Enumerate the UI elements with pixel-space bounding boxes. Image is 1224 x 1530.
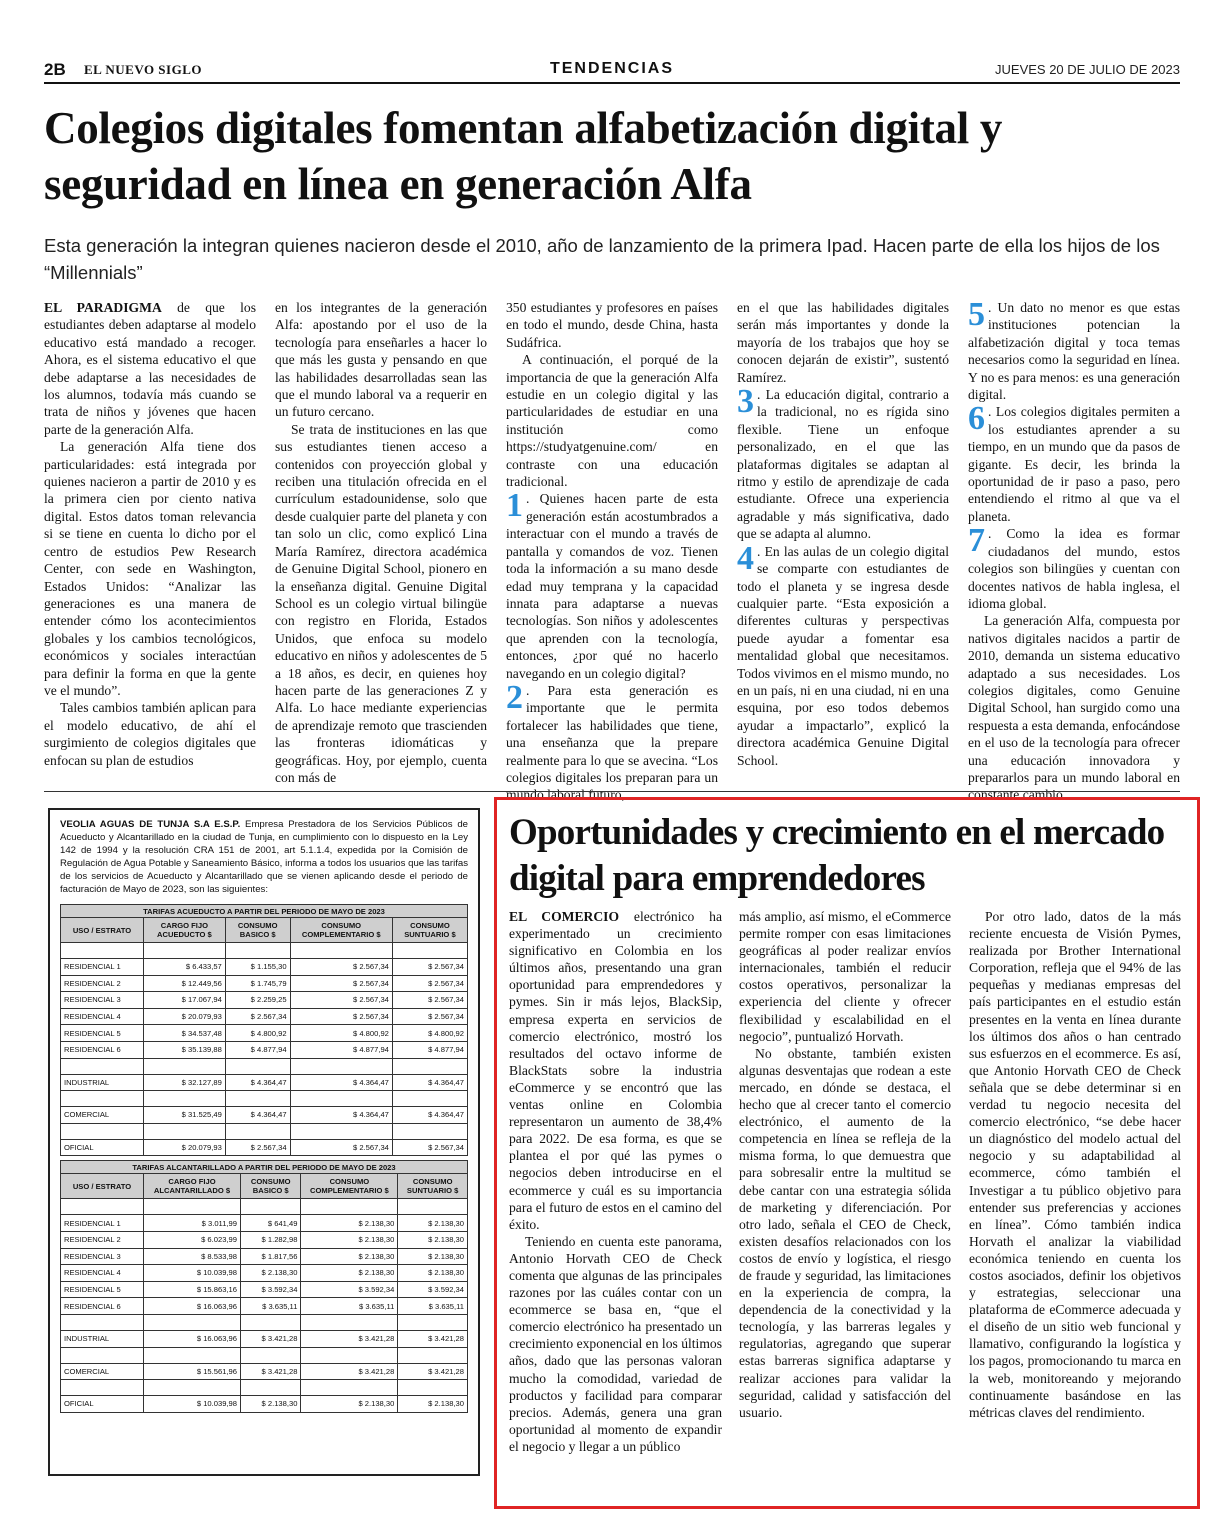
table-cell: $ 16.063,96	[144, 1298, 241, 1315]
spacer-row	[61, 1380, 468, 1396]
table-cell: $ 641,49	[241, 1215, 301, 1232]
table-row	[61, 1107, 468, 1124]
column-header: CONSUMO BASICO $	[225, 918, 290, 943]
table-cell: $ 1.817,56	[241, 1248, 301, 1265]
spacer-cell	[144, 1347, 241, 1363]
table-cell: $ 2.138,30	[301, 1265, 398, 1282]
paragraph: A continuación, el porqué de la importancia de que la generación Alfa estudie en un colegio digital y las particularidades de estudiar en una institución como https://studyatgenuine.com/ en contraste con una educación tradicional.	[506, 352, 718, 490]
section-name: TENDENCIAS	[549, 60, 674, 77]
spacer-cell	[61, 1380, 144, 1396]
table-cell: $ 6.023,99	[144, 1231, 241, 1248]
table-cell: RESIDENCIAL 1	[61, 959, 144, 976]
spacer-row	[61, 1347, 468, 1363]
spacer-row	[61, 1314, 468, 1330]
paragraph: . En las aulas de un colegio digital se comparte con estudiantes de todo el planeta y se ingresa desde cualquier parte. “Esta exposición a diferentes culturas y perspectivas puede ayudar a fomentar esa mentalidad global que necesitamos. Todos vivimos en el mismo mundo, no en un país, ni en una ciudad, ni en una esquina, por eso todos debemos ayudar a impactarlo”, explicó la directora académica Genuine Digital School.	[737, 543, 949, 768]
paragraph: . Los colegios digitales permiten a los estudiantes aprender a su tiempo, en un mundo que da pasos de gigante. Es decir, les brinda la oportunidad de ir paso a paso, pero entendiendo el ritmo al que va el planeta.	[968, 404, 1180, 524]
spacer-cell	[392, 1091, 467, 1107]
table-cell: $ 2.567,34	[392, 959, 467, 976]
newspaper-name: EL NUEVO SIGLO	[84, 62, 202, 77]
spacer-cell	[61, 1091, 144, 1107]
table-cell: $ 10.039,98	[144, 1265, 241, 1282]
table-cell: $ 2.567,34	[290, 959, 392, 976]
tariff-advertisement	[48, 808, 480, 1476]
table-cell: $ 15.863,16	[144, 1281, 241, 1298]
table-cell: $ 1.155,30	[225, 959, 290, 976]
table-cell: $ 12.449,56	[144, 975, 226, 992]
table-cell: RESIDENCIAL 3	[61, 1248, 144, 1265]
table-cell: $ 2.138,30	[398, 1215, 468, 1232]
table-title-row	[61, 905, 468, 918]
table-cell: RESIDENCIAL 2	[61, 1231, 144, 1248]
table-cell: $ 1.745,79	[225, 975, 290, 992]
table-cell: $ 2.138,30	[301, 1396, 398, 1413]
item-number: 2	[506, 678, 523, 716]
paragraph: Tales cambios también aplican para el modelo educativo, de ahí el surgimiento de colegios digitales que enfocan su plan de estudios	[44, 700, 256, 768]
table-cell: $ 3.421,28	[241, 1330, 301, 1347]
spacer-cell	[398, 1199, 468, 1215]
table-row	[61, 1074, 468, 1091]
table-cell: RESIDENCIAL 5	[61, 1025, 144, 1042]
table-cell: $ 2.567,34	[225, 1139, 290, 1156]
page-number: 2B	[44, 60, 66, 79]
spacer-cell	[61, 1199, 144, 1215]
table-cell: $ 2.567,34	[290, 992, 392, 1009]
table-cell: $ 2.567,34	[290, 1008, 392, 1025]
paragraph: . Un dato no menor es que estas instituciones potencian la alfabetización digital y toca temas necesarios como la seguridad en línea. Y no es para menos: es una generación digital.	[968, 300, 1180, 403]
spacer-cell	[61, 1123, 144, 1139]
table-cell: $ 4.800,92	[225, 1025, 290, 1042]
table-cell: COMERCIAL	[61, 1363, 144, 1380]
table-cell: RESIDENCIAL 6	[61, 1298, 144, 1315]
table-cell: $ 4.800,92	[290, 1025, 392, 1042]
spacer-cell	[225, 943, 290, 959]
table-cell: OFICIAL	[61, 1139, 144, 1156]
table-cell: $ 15.561,96	[144, 1363, 241, 1380]
spacer-cell	[290, 1091, 392, 1107]
spacer-cell	[301, 1199, 398, 1215]
table-header-row	[61, 918, 468, 943]
table-cell: $ 2.138,30	[301, 1248, 398, 1265]
table-title: TARIFAS ACUEDUCTO A PARTIR DEL PERIODO DE MAYO DE 2023	[61, 905, 468, 918]
table-row	[61, 1215, 468, 1232]
table-cell: $ 3.635,11	[301, 1298, 398, 1315]
table-cell: RESIDENCIAL 4	[61, 1008, 144, 1025]
paragraph: Por otro lado, datos de la más reciente encuesta de Visión Pymes, realizada por Brother International Corporation, refleja que el 94% de las pequeñas y medianas empresas del país participantes en el estudio están presentes en la venta en línea durante los últimos dos años o han centrado sus esfuerzos en el ecommerce. Es así, que Antonio Horvath CEO de Check señala que se debe determinar si en verdad tu negocio necesita del comercio electrónico, “se debe hacer un diagnóstico del modelo actual del negocio y su adaptabilidad al ecommerce, cómo también el Investigar a tu público objetivo para entender sus preferencias y acciones en línea”. Cómo también indica Horvath el analizar la viabilidad económica teniendo en cuenta los costos asociados, definir los objetivos y estrategias, seleccionar una plataforma de eCommerce adecuada y el diseño de un sitio web funcional y llamativo, configurando la logística y los pagos, promocionando tu marca en la web, monitoreando y mejorando continuamente basándose en las métricas claves del rendimiento.	[969, 909, 1181, 1420]
article-column-4	[737, 299, 949, 769]
table-cell: $ 2.567,34	[392, 992, 467, 1009]
table-cell: $ 17.067,94	[144, 992, 226, 1009]
table-cell: $ 2.138,30	[398, 1396, 468, 1413]
sidebar-column-3	[969, 908, 1181, 1421]
table-cell: INDUSTRIAL	[61, 1330, 144, 1347]
table-cell: $ 3.635,11	[241, 1298, 301, 1315]
spacer-cell	[61, 943, 144, 959]
article-column-3	[506, 299, 718, 804]
table-cell: RESIDENCIAL 4	[61, 1265, 144, 1282]
column-header: USO / ESTRATO	[61, 1174, 144, 1199]
table-row	[61, 959, 468, 976]
spacer-cell	[144, 943, 226, 959]
spacer-cell	[144, 1123, 226, 1139]
table-cell: $ 3.592,34	[398, 1281, 468, 1298]
table-cell: $ 4.877,94	[290, 1041, 392, 1058]
spacer-cell	[392, 943, 467, 959]
table-row	[61, 1139, 468, 1156]
article-column-5	[968, 296, 1180, 804]
spacer-cell	[241, 1347, 301, 1363]
table-cell: $ 3.421,28	[398, 1363, 468, 1380]
spacer-cell	[301, 1314, 398, 1330]
table-cell: $ 1.282,98	[241, 1231, 301, 1248]
paragraph: en los integrantes de la generación Alfa: apostando por el uso de la tecnología para enseñarles a hacer lo que más les gusta y pensando en que las habilidades desarrolladas sean las que el mundo laboral va a requerir en un futuro cercano.	[275, 300, 487, 420]
spacer-cell	[225, 1123, 290, 1139]
spacer-cell	[144, 1058, 226, 1074]
table-cell: $ 3.011,99	[144, 1215, 241, 1232]
table-cell: RESIDENCIAL 2	[61, 975, 144, 992]
sidebar-article-box	[494, 797, 1200, 1509]
spacer-cell	[398, 1380, 468, 1396]
paragraph: . La educación digital, contrario a la tradicional, no es rígida sino flexible. Tiene un enfoque personalizado, en el que las plataformas digitales se adaptan al ritmo y estilo de aprendizaje de cada estudiante. Ofrece una experiencia agradable y más significativa, dado que se adapta al alumno.	[737, 387, 949, 542]
paragraph: Teniendo en cuenta este panorama, Antonio Horvath CEO de Check comenta que algunas de las principales razones por las cuáles contar con un ecommerce se basa en, “que el comercio electrónico ha presentado un crecimiento exponencial en los últimos años, dado que las personas valoran mucho la comodidad, variedad de productos y facilidad para comparar precios. Además, genera una gran oportunidad al momento de expandir el negocio y llegar a un público	[509, 1233, 722, 1454]
table-header-row	[61, 1174, 468, 1199]
table-row	[61, 1281, 468, 1298]
spacer-row	[61, 1123, 468, 1139]
article-column-2	[275, 299, 487, 786]
spacer-cell	[290, 943, 392, 959]
table-cell: $ 3.592,34	[301, 1281, 398, 1298]
table-row	[61, 1265, 468, 1282]
header-rule	[44, 82, 1180, 84]
spacer-row	[61, 1091, 468, 1107]
spacer-cell	[225, 1058, 290, 1074]
item-number: 5	[968, 296, 985, 333]
table-cell: $ 3.421,28	[301, 1330, 398, 1347]
column-header: CONSUMO BASICO $	[241, 1174, 301, 1199]
paragraph: La generación Alfa, compuesta por nativos digitales nacidos a partir de 2010, demanda un sistema educativo adaptado a sus necesidades. Los colegios digitales, como Genuine Digital School, han surgido como una respuesta a esta demanda, enfocándose en el uso de la tecnología para ofrecer una educación innovadora y prepararlos para un mundo laboral en constante cambio.	[968, 613, 1180, 803]
table-cell: $ 4.800,92	[392, 1025, 467, 1042]
spacer-cell	[61, 1347, 144, 1363]
table-cell: $ 4.364,47	[290, 1074, 392, 1091]
section-divider	[44, 791, 1180, 792]
table-row	[61, 1298, 468, 1315]
table-row	[61, 1231, 468, 1248]
table-cell: RESIDENCIAL 6	[61, 1041, 144, 1058]
spacer-cell	[392, 1058, 467, 1074]
spacer-cell	[144, 1199, 241, 1215]
table-cell: $ 4.364,47	[225, 1074, 290, 1091]
spacer-cell	[225, 1091, 290, 1107]
table-cell: $ 3.421,28	[398, 1330, 468, 1347]
spacer-cell	[61, 1058, 144, 1074]
table-cell: $ 2.567,34	[290, 975, 392, 992]
column-header: CONSUMO SUNTUARIO $	[398, 1174, 468, 1199]
table-cell: INDUSTRIAL	[61, 1074, 144, 1091]
paragraph: 350 estudiantes y profesores en países en todo el mundo, desde China, hasta Sudáfrica.	[506, 300, 718, 350]
table-row	[61, 1330, 468, 1347]
table-row	[61, 1041, 468, 1058]
sewer-tariff-table	[60, 1160, 468, 1412]
table-cell: $ 20.079,93	[144, 1008, 226, 1025]
table-row	[61, 1025, 468, 1042]
paragraph: . Para esta generación es importante que le permita fortalecer las habilidades que tiene, una enseñanza que la prepare realmente para lo que se avecina. “Los colegios digitales los preparan para un mundo laboral futuro,	[506, 682, 718, 803]
paragraph: La generación Alfa tiene dos particularidades: está integrada por quienes nacieron a partir de 2010 y es la primera cien por ciento nativa digital. Estos datos toman relevancia si se tiene en cuenta lo dicho por el centro de estudios Pew Research Center, con sede en Washington, Estados Unidos: “Analizar las generaciones es una manera de entender cómo los acontecimientos globales y los cambios tecnológicos, económicos y sociales interactúan para definir la forma en que la gente ve el mundo”.	[44, 439, 256, 698]
aqueduct-tariff-table	[60, 904, 468, 1156]
table-cell: $ 4.364,47	[392, 1074, 467, 1091]
sidebar-headline: Oportunidades y crecimiento en el mercado digital para emprendedores	[509, 812, 1165, 899]
table-cell: $ 2.567,34	[392, 1008, 467, 1025]
article-column-1	[44, 299, 256, 769]
table-cell: $ 2.138,30	[301, 1231, 398, 1248]
spacer-cell	[144, 1314, 241, 1330]
table-row	[61, 1363, 468, 1380]
table-cell: RESIDENCIAL 5	[61, 1281, 144, 1298]
paragraph: más amplio, así mismo, el eCommerce permite romper con esas limitaciones geográficas al poder realizar envíos internacionales, también el reducir costos operativos, personalizar la experiencia del cliente y ofrecer flexibilidad y escalabilidad en el negocio”, puntualizó Horvath.	[739, 909, 951, 1044]
sidebar-column-1	[509, 908, 722, 1455]
table-cell: $ 8.533,98	[144, 1248, 241, 1265]
column-header: CARGO FIJO ALCANTARILLADO $	[144, 1174, 241, 1199]
table-cell: $ 4.877,94	[392, 1041, 467, 1058]
item-number: 6	[968, 400, 985, 438]
paragraph: electrónico ha experimentado un crecimiento significativo en Colombia en los últimos años, presentando una gran oportunidad para emprendedores y pymes. Sin ir más lejos, BlackSip, empresa experta en servicios de comercio electrónico, mostró los resultados del octavo informe de BlackStats sobre la industria eCommerce y se encontró que las ventas online en Colombia representaron un aumento de 38,4% para 2022. De esa forma, es que se plantea el por qué las pymes o negocios deben introducirse en el ecommerce y cuál es su importancia para el futuro de estos en el camino del éxito.	[509, 909, 722, 1232]
spacer-row	[61, 943, 468, 959]
table-cell: $ 34.537,48	[144, 1025, 226, 1042]
table-title-row	[61, 1161, 468, 1174]
spacer-cell	[398, 1314, 468, 1330]
ad-notice-text	[60, 818, 468, 896]
spacer-cell	[392, 1123, 467, 1139]
table-cell: $ 2.138,30	[241, 1265, 301, 1282]
table-cell: $ 31.525,49	[144, 1107, 226, 1124]
item-number: 4	[737, 539, 754, 577]
lead-word: EL PARADIGMA	[44, 300, 162, 315]
table-row	[61, 975, 468, 992]
table-cell: $ 2.567,34	[392, 1139, 467, 1156]
spacer-cell	[290, 1058, 392, 1074]
table-cell: $ 3.421,28	[301, 1363, 398, 1380]
table-cell: RESIDENCIAL 1	[61, 1215, 144, 1232]
table-cell: $ 2.567,34	[290, 1139, 392, 1156]
spacer-cell	[241, 1199, 301, 1215]
table-cell: $ 6.433,57	[144, 959, 226, 976]
item-number: 7	[968, 522, 985, 560]
paragraph: de que los estudiantes deben adaptarse al modelo educativo está mandado a recoger. Ahora, es el sistema educativo el que debe adaptarse a las necesidades de los alumnos, todavía más cuando se trata de niños y jóvenes que hacen parte de la generación Alfa.	[44, 300, 256, 437]
table-cell: COMERCIAL	[61, 1107, 144, 1124]
sidebar-column-2	[739, 908, 951, 1421]
table-cell: $ 4.364,47	[225, 1107, 290, 1124]
paragraph: . Quienes hacen parte de esta generación están acostumbrados a interactuar con el mundo a través de pantalla y comandos de voz. Tienen toda la información a su mano desde edad muy temprana y la capacidad innata para adaptarse a nuevas tecnologías. Son niños y adolescentes que aprenden con la tecnología, entonces, ¿por qué no hacerlo navegando en un colegio digital?	[506, 491, 718, 681]
table-cell: $ 32.127,89	[144, 1074, 226, 1091]
paragraph: en el que las habilidades digitales serán más importantes y donde la mayoría de los trabajos que hoy se conocen dejarán de existir”, sustentó Ramírez.	[737, 300, 949, 385]
table-cell: $ 35.139,88	[144, 1041, 226, 1058]
table-cell: $ 2.259,25	[225, 992, 290, 1009]
table-cell: $ 3.421,28	[241, 1363, 301, 1380]
column-header: USO / ESTRATO	[61, 918, 144, 943]
table-cell: $ 10.039,98	[144, 1396, 241, 1413]
table-cell: $ 2.567,34	[225, 1008, 290, 1025]
table-row	[61, 1008, 468, 1025]
column-header: CARGO FIJO ACUEDUCTO $	[144, 918, 226, 943]
issue-date: JUEVES 20 DE JULIO DE 2023	[995, 62, 1180, 77]
table-cell: $ 16.063,96	[144, 1330, 241, 1347]
paragraph: Se trata de instituciones en las que sus estudiantes tienen acceso a contenidos con proyección global y reciben una titulación ofrecida en el currículum estadounidense, solo que desde cualquier parte del planeta y con tan solo un clic, como explicó Lina María Ramírez, directora académica de Genuine Digital School, pionero en la enseñanza digital. Genuine Digital School es un colegio virtual bilingüe con registro en Florida, Estados Unidos, que enfoca su modelo educativo en niños y adolescentes de 5 a 18 años, es decir, en quienes hoy hacen parte de las generaciones Z y Alfa. Lo hace mediante experiencias de aprendizaje remoto que trascienden las fronteras idiomáticas y geográficas. Hoy, por ejemplo, cuenta con más de	[275, 421, 487, 785]
table-row	[61, 1396, 468, 1413]
spacer-cell	[241, 1314, 301, 1330]
spacer-row	[61, 1199, 468, 1215]
spacer-row	[61, 1058, 468, 1074]
table-cell: $ 4.364,47	[290, 1107, 392, 1124]
table-cell: $ 3.635,11	[398, 1298, 468, 1315]
table-cell: $ 2.138,30	[398, 1231, 468, 1248]
table-cell: $ 4.364,47	[392, 1107, 467, 1124]
table-cell: $ 4.877,94	[225, 1041, 290, 1058]
spacer-cell	[301, 1380, 398, 1396]
paragraph: . Como la idea es formar ciudadanos del mundo, estos colegios son bilingües y cuentan con docentes nativos de habla inglesa, el idioma global.	[968, 526, 1180, 611]
spacer-cell	[301, 1347, 398, 1363]
table-cell: RESIDENCIAL 3	[61, 992, 144, 1009]
column-header: CONSUMO COMPLEMENTARIO $	[290, 918, 392, 943]
table-row	[61, 992, 468, 1009]
spacer-cell	[290, 1123, 392, 1139]
ad-notice-body: Empresa Prestadora de los Servicios Públicos de Acueducto y Alcantarillado en la ciudad de Tunja, en cumplimiento con lo dispuesto en la Ley 142 de 1994 y la resolución CRA 151 de 2001, art 5.1.1.4, expedida por la Comisión de Regulación de Agua Potable y Saneamiento Básico, informa a todos los usuarios que las tarifas de los servicios de Acueducto y Alcantarillado que se vienen aplicando desde el periodo de facturación de Mayo de 2023, son las siguientes:	[60, 819, 468, 895]
spacer-cell	[61, 1314, 144, 1330]
article-headline: Colegios digitales fomentan alfabetización digital y seguridad en línea en generación Alfa	[44, 103, 1003, 209]
table-cell: $ 2.138,30	[301, 1215, 398, 1232]
sidebar-lead-word: EL COMERCIO	[509, 909, 620, 924]
table-title: TARIFAS ALCANTARILLADO A PARTIR DEL PERIODO DE MAYO DE 2023	[61, 1161, 468, 1174]
table-cell: $ 2.138,30	[398, 1248, 468, 1265]
table-cell: $ 2.138,30	[241, 1396, 301, 1413]
table-cell: $ 3.592,34	[241, 1281, 301, 1298]
article-deck: Esta generación la integran quienes nacieron desde el 2010, año de lanzamiento de la primera Ipad. Hacen parte de ella los hijos de los “Millennials”	[44, 235, 1160, 283]
table-row	[61, 1248, 468, 1265]
spacer-cell	[144, 1380, 241, 1396]
ad-company-name: VEOLIA AGUAS DE TUNJA S.A E.S.P.	[60, 819, 241, 830]
spacer-cell	[144, 1091, 226, 1107]
spacer-cell	[398, 1347, 468, 1363]
item-number: 1	[506, 487, 523, 525]
paragraph: No obstante, también existen algunas desventajas que rodean a este mercado, en dónde se destaca, el hecho que al crecer tanto el comercio electrónico, el aumento de la competencia en línea se refleja de la misma forma, lo que demuestra que para sobresalir entre la multitud se debe cantar con una estrategia sólida de marketing y diferenciación. Por otro lado, señala el CEO de Check, existen desafíos relacionados con los costos de envío y logística, el riesgo de fraude y seguridad, las limitaciones en la experiencia de compra, la dependencia de la conectividad y la tecnología, y las barreras legales y regulatorias, agregando que superar estas barreras significa adaptarse y realizar acciones para validar la seguridad, calidad y satisfacción del usuario.	[739, 1045, 951, 1420]
column-header: CONSUMO COMPLEMENTARIO $	[301, 1174, 398, 1199]
column-header: CONSUMO SUNTUARIO $	[392, 918, 467, 943]
table-cell: OFICIAL	[61, 1396, 144, 1413]
table-cell: $ 2.567,34	[392, 975, 467, 992]
item-number: 3	[737, 383, 754, 421]
table-cell: $ 20.079,93	[144, 1139, 226, 1156]
table-cell: $ 2.138,30	[398, 1265, 468, 1282]
spacer-cell	[241, 1380, 301, 1396]
